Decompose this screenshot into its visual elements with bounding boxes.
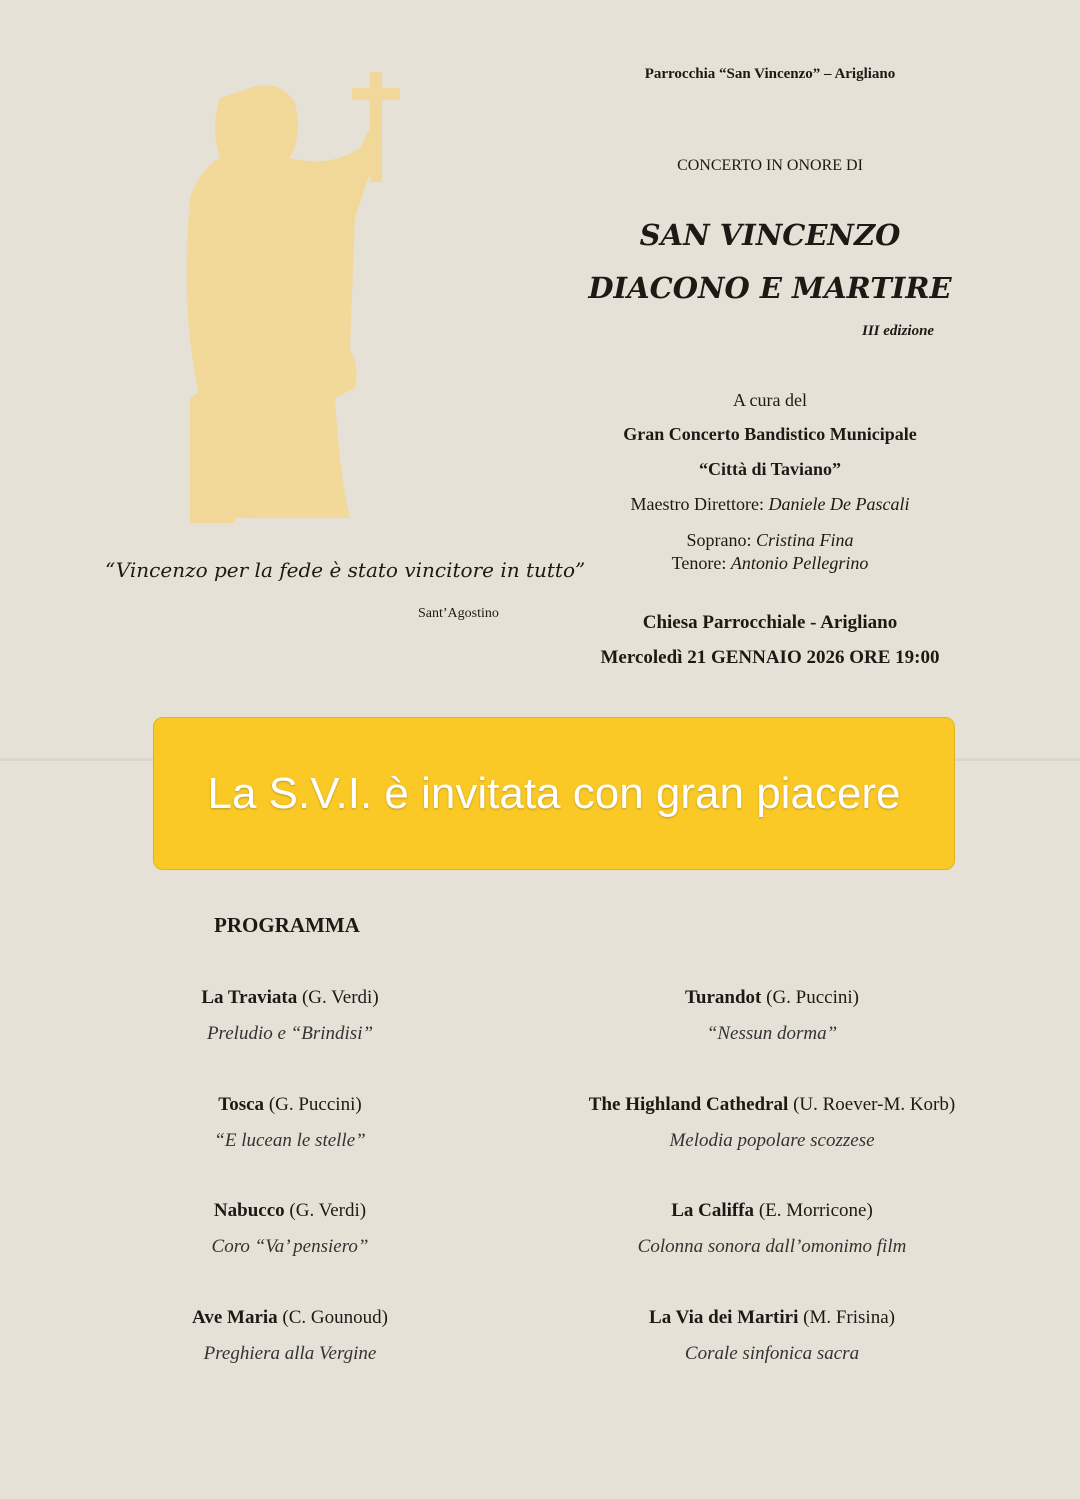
invitation-banner — [153, 717, 955, 870]
band-city: “Città di Taviano” — [698, 459, 842, 479]
program-item — [562, 987, 982, 1045]
program-item — [562, 1094, 982, 1152]
title-line2: DIACONO E MARTIRE — [588, 271, 952, 305]
program-item — [80, 987, 500, 1045]
program-subtitle: Preghiera alla Vergine — [203, 1343, 377, 1364]
soprano-label: Soprano: — [686, 530, 752, 550]
program-subtitle: Colonna sonora dall’omonimo film — [637, 1236, 907, 1257]
program-item — [562, 1200, 982, 1258]
band-name: Gran Concerto Bandistico Municipale — [623, 424, 917, 444]
program-subtitle: Corale sinfonica sacra — [684, 1343, 860, 1364]
program-title-line — [562, 1200, 982, 1222]
program-title-line — [80, 987, 500, 1009]
program-title-line — [562, 1094, 982, 1116]
program-composer: (C. Gounoud) — [282, 1307, 388, 1328]
program-composer: (G. Puccini) — [268, 1094, 362, 1115]
program-title-line — [80, 1200, 500, 1222]
program-title: Turandot — [684, 987, 762, 1008]
program-subtitle: Melodia popolare scozzese — [669, 1130, 875, 1151]
program-item — [80, 1094, 500, 1152]
program-title: La Califfa — [671, 1200, 755, 1221]
program-composer: (M. Frisina) — [803, 1307, 895, 1328]
venue: Chiesa Parrocchiale - Arigliano — [642, 612, 898, 633]
program-item — [80, 1200, 500, 1258]
program-subtitle: Coro “Va’ pensiero” — [211, 1236, 369, 1257]
program-title: Ave Maria — [192, 1307, 278, 1328]
program-title-line — [80, 1307, 500, 1329]
program-title: Tosca — [218, 1094, 265, 1115]
title-line1: SAN VINCENZO — [639, 218, 901, 252]
concert-intro: CONCERTO IN ONORE DI — [677, 157, 863, 174]
banner-text: La S.V.I. è invitata con gran piacere — [207, 768, 901, 818]
program-title-line — [562, 1307, 982, 1329]
program-composer: (G. Puccini) — [766, 987, 859, 1008]
program-title: La Traviata — [201, 987, 298, 1008]
program-subtitle: “Nessun dorma” — [706, 1023, 838, 1044]
program-item — [80, 1307, 500, 1365]
program-title: Nabucco — [213, 1200, 285, 1221]
program-title: La Via dei Martiri — [649, 1307, 799, 1328]
soprano-line — [560, 530, 980, 551]
program-subtitle: Preludio e “Brindisi” — [206, 1023, 374, 1044]
tenor-name: Antonio Pellegrino — [730, 553, 869, 573]
program-composer: (E. Morricone) — [758, 1200, 873, 1221]
saint-statue-image — [180, 68, 410, 540]
quote-author: Sant’Agostino — [418, 606, 499, 621]
soprano-name: Cristina Fina — [755, 530, 854, 550]
director-line — [560, 494, 980, 515]
program-composer: (G. Verdi) — [289, 1200, 367, 1221]
director-name: Daniele De Pascali — [768, 494, 910, 514]
program-title: The Highland Cathedral — [588, 1094, 789, 1115]
parish-name: Parrocchia “San Vincenzo” – Arigliano — [644, 66, 896, 82]
director-label: Maestro Direttore: — [630, 494, 764, 514]
program-composer: (G. Verdi) — [301, 987, 379, 1008]
program-item — [562, 1307, 982, 1365]
program-subtitle: “E lucean le stelle” — [214, 1130, 366, 1151]
programma-heading: PROGRAMMA — [214, 913, 360, 937]
quote-text: “Vincenzo per la fede è stato vincitore in tutto” — [105, 558, 586, 582]
program-title-line — [562, 987, 982, 1009]
program-title-line — [80, 1094, 500, 1116]
program-composer: (U. Roever-M. Korb) — [793, 1094, 956, 1115]
tenor-label: Tenore: — [671, 553, 727, 573]
tenor-line — [560, 553, 980, 574]
curated-by: A cura del — [733, 390, 807, 410]
edition: III edizione — [862, 323, 935, 339]
datetime: Mercoledì 21 GENNAIO 2026 ORE 19:00 — [600, 647, 940, 668]
